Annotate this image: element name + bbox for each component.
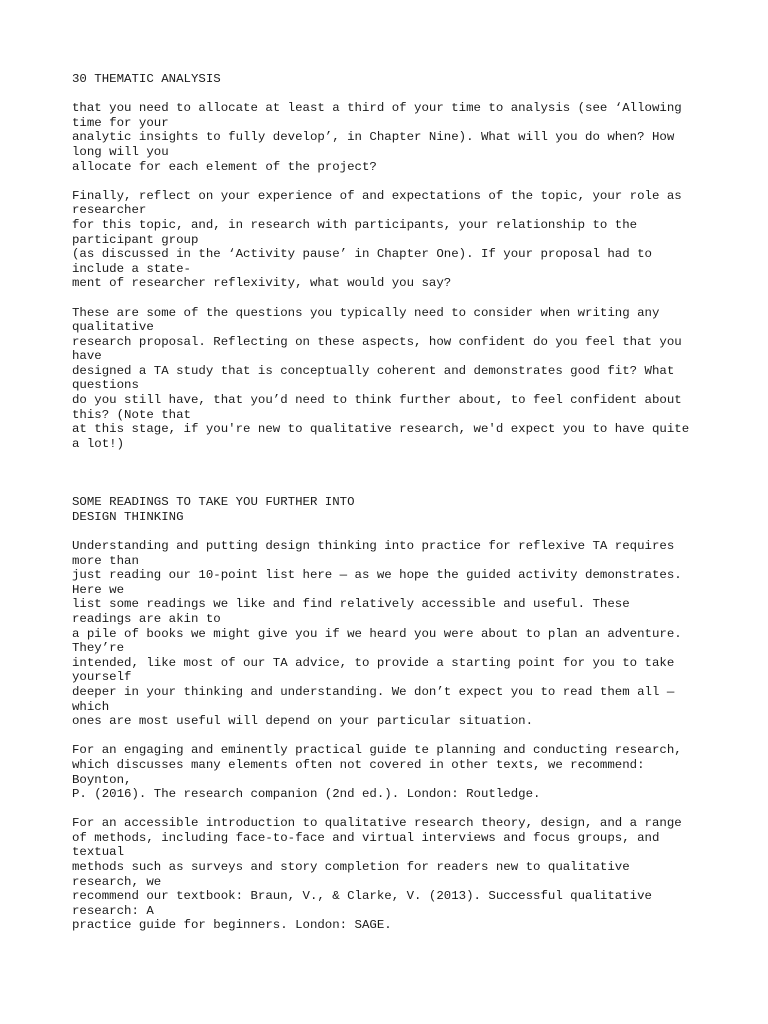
text-line: (as discussed in the ‘Activity pause’ in Chapter One). If your proposal had to <box>72 247 652 262</box>
running-header <box>72 72 712 87</box>
text-line: time for your <box>72 115 169 130</box>
text-line: research proposal. Reflecting on these aspects, how confident do you feel that you <box>72 334 682 349</box>
text-line: research: A <box>72 903 154 918</box>
spacer <box>72 291 712 306</box>
text-line: include a state- <box>72 261 191 276</box>
text-line: long will you <box>72 144 169 159</box>
text-line: textual <box>72 845 125 860</box>
spacer <box>72 87 712 102</box>
document-page <box>72 72 712 933</box>
text-line: Finally, reflect on your experience of and expectations of the topic, your role as <box>72 188 682 203</box>
text-line: just reading our 10-point list here — as we hope the guided activity demonstrates. <box>72 568 682 583</box>
text-line: qualitative <box>72 320 154 335</box>
text-line: participant group <box>72 232 199 247</box>
text-line: research, we <box>72 874 162 889</box>
text-line: of methods, including face-to-face and virtual interviews and focus groups, and <box>72 830 660 845</box>
paragraph-reflexivity <box>72 189 712 291</box>
text-line: a pile of books we might give you if we heard you were about to plan an adventure. <box>72 626 682 641</box>
paragraph-reading-braun-clarke <box>72 816 712 933</box>
text-line: Here we <box>72 582 125 597</box>
text-line: at this stage, if you're new to qualitative research, we'd expect you to have quite <box>72 422 690 437</box>
text-line: this? (Note that <box>72 407 191 422</box>
text-line: allocate for each element of the project? <box>72 159 377 174</box>
heading-line: DESIGN THINKING <box>72 509 184 524</box>
text-line: ones are most useful will depend on your particular situation. <box>72 714 534 729</box>
text-line: P. (2016). The research companion (2nd ed.). London: Routledge. <box>72 787 541 802</box>
text-line: These are some of the questions you typically need to consider when writing any <box>72 305 660 320</box>
text-line: methods such as surveys and story completion for readers new to qualitative <box>72 860 630 875</box>
spacer <box>72 451 712 495</box>
text-line: researcher <box>72 203 147 218</box>
text-line: have <box>72 349 102 364</box>
text-line: for this topic, and, in research with participants, your relationship to the <box>72 217 638 232</box>
text-line: For an engaging and eminently practical guide te planning and conducting research, <box>72 743 682 758</box>
text-line: that you need to allocate at least a third of your time to analysis (see ‘Allowing <box>72 101 682 116</box>
text-line: intended, like most of our TA advice, to provide a starting point for you to take <box>72 655 675 670</box>
text-line: questions <box>72 378 139 393</box>
paragraph-reading-boynton <box>72 743 712 801</box>
text-line: For an accessible introduction to qualitative research theory, design, and a range <box>72 816 682 831</box>
spacer <box>72 729 712 744</box>
text-line: yourself <box>72 670 132 685</box>
text-line: designed a TA study that is conceptually coherent and demonstrates good fit? What <box>72 363 675 378</box>
text-line: list some readings we like and find relatively accessible and useful. These <box>72 597 630 612</box>
text-line: Boynton, <box>72 772 132 787</box>
spacer <box>72 524 712 539</box>
paragraph-time-allocation <box>72 101 712 174</box>
spacer <box>72 802 712 817</box>
paragraph-design-thinking <box>72 539 712 729</box>
text-line: deeper in your thinking and understanding. We don’t expect you to read them all — <box>72 684 675 699</box>
text-line: more than <box>72 553 139 568</box>
text-line: practice guide for beginners. London: SAGE. <box>72 918 392 933</box>
paragraph-proposal-questions <box>72 306 712 452</box>
text-line: a lot!) <box>72 436 125 451</box>
text-line: readings are akin to <box>72 611 221 626</box>
page-header-text: 30 THEMATIC ANALYSIS <box>72 72 221 86</box>
heading-line: SOME READINGS TO TAKE YOU FURTHER INTO <box>72 495 355 510</box>
text-line: do you still have, that you’d need to think further about, to feel confident about <box>72 393 682 408</box>
text-line: recommend our textbook: Braun, V., & Clarke, V. (2013). Successful qualitative <box>72 889 652 904</box>
text-line: which <box>72 699 110 714</box>
text-line: They’re <box>72 641 125 656</box>
text-line: analytic insights to fully develop’, in Chapter Nine). What will you do when? How <box>72 130 675 145</box>
section-heading <box>72 495 712 524</box>
spacer <box>72 174 712 189</box>
text-line: which discusses many elements often not covered in other texts, we recommend: <box>72 757 645 772</box>
text-line: ment of researcher reflexivity, what would you say? <box>72 276 452 291</box>
text-line: Understanding and putting design thinking into practice for reflexive TA requires <box>72 539 675 554</box>
